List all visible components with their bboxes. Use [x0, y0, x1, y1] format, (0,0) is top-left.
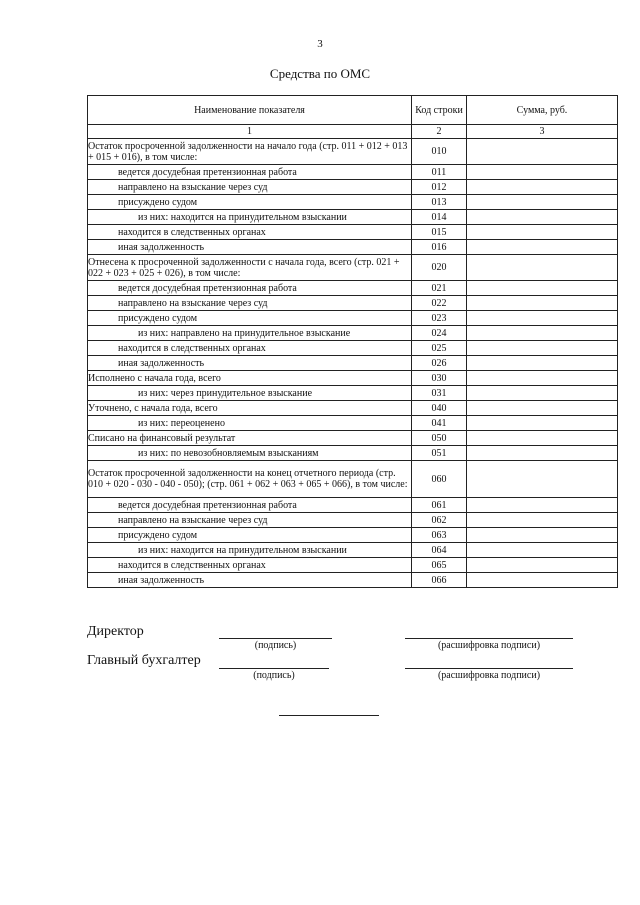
director-decoding-line: [405, 638, 573, 639]
row-sum-cell[interactable]: [467, 371, 618, 386]
row-sum-cell[interactable]: [467, 431, 618, 446]
row-sum-cell[interactable]: [467, 401, 618, 416]
footer-separator-line: [279, 715, 379, 716]
row-code: 014: [412, 210, 467, 225]
table-row: [88, 543, 618, 558]
row-code: 063: [412, 528, 467, 543]
numbering-name: 1: [88, 125, 412, 139]
accountant-signature-line: [219, 668, 329, 669]
row-indicator-name: направлено на взыскание через суд: [88, 296, 412, 311]
chief-accountant-label: Главный бухгалтер: [87, 653, 201, 668]
table-row: [88, 431, 618, 446]
row-indicator-name: иная задолженность: [88, 356, 412, 371]
row-code: 010: [412, 139, 467, 165]
row-sum-cell[interactable]: [467, 446, 618, 461]
row-sum-cell[interactable]: [467, 255, 618, 281]
row-sum-cell[interactable]: [467, 498, 618, 513]
row-indicator-name: из них: по невозобновляемым взысканиям: [88, 446, 412, 461]
table-row: [88, 180, 618, 195]
table-row: [88, 513, 618, 528]
row-code: 021: [412, 281, 467, 296]
row-code: 013: [412, 195, 467, 210]
row-code: 041: [412, 416, 467, 431]
row-sum-cell[interactable]: [467, 180, 618, 195]
table-row: [88, 498, 618, 513]
table-row: [88, 210, 618, 225]
table-numbering-row: [88, 125, 618, 139]
row-indicator-name: иная задолженность: [88, 240, 412, 255]
row-sum-cell[interactable]: [467, 281, 618, 296]
director-signature-line: [219, 638, 332, 639]
row-code: 020: [412, 255, 467, 281]
row-indicator-name: ведется досудебная претензионная работа: [88, 165, 412, 180]
row-code: 015: [412, 225, 467, 240]
table-row: [88, 371, 618, 386]
page-number: 3: [317, 38, 323, 50]
table-row: [88, 281, 618, 296]
row-sum-cell[interactable]: [467, 195, 618, 210]
table-row: [88, 416, 618, 431]
row-indicator-name: из них: находится на принудительном взыскании: [88, 210, 412, 225]
row-sum-cell[interactable]: [467, 461, 618, 498]
table-row: [88, 573, 618, 588]
accountant-signature-caption: (подпись): [253, 670, 295, 681]
row-sum-cell[interactable]: [467, 240, 618, 255]
row-indicator-name: Остаток просроченной задолженности на конец отчетного периода (стр. 010 + 020 - 030 - 040 - 050); (стр. 061 + 062 + 063 + 065 + 066), в том числе:: [88, 461, 412, 498]
row-sum-cell[interactable]: [467, 311, 618, 326]
table-row: [88, 528, 618, 543]
table-row: [88, 195, 618, 210]
row-code: 040: [412, 401, 467, 416]
row-sum-cell[interactable]: [467, 139, 618, 165]
row-sum-cell[interactable]: [467, 558, 618, 573]
row-indicator-name: направлено на взыскание через суд: [88, 513, 412, 528]
row-code: 050: [412, 431, 467, 446]
row-indicator-name: направлено на взыскание через суд: [88, 180, 412, 195]
table-row: [88, 356, 618, 371]
table-row: [88, 558, 618, 573]
row-indicator-name: ведется досудебная претензионная работа: [88, 281, 412, 296]
numbering-sum: 3: [467, 125, 618, 139]
row-indicator-name: Отнесена к просроченной задолженности с начала года, всего (стр. 021 + 022 + 023 + 025 + 026), в том числе:: [88, 255, 412, 281]
row-indicator-name: Списано на финансовый результат: [88, 431, 412, 446]
row-code: 023: [412, 311, 467, 326]
page-title: Средства по ОМС: [269, 66, 371, 81]
table-row: [88, 311, 618, 326]
report-table: [87, 95, 618, 588]
row-indicator-name: из них: находится на принудительном взыскании: [88, 543, 412, 558]
row-sum-cell[interactable]: [467, 356, 618, 371]
director-decoding-caption: (расшифровка подписи): [437, 640, 541, 651]
row-code: 051: [412, 446, 467, 461]
header-sum: Сумма, руб.: [467, 96, 618, 125]
row-indicator-name: из них: переоценено: [88, 416, 412, 431]
row-code: 022: [412, 296, 467, 311]
table-row: [88, 165, 618, 180]
accountant-decoding-line: [405, 668, 573, 669]
row-sum-cell[interactable]: [467, 210, 618, 225]
row-sum-cell[interactable]: [467, 573, 618, 588]
row-sum-cell[interactable]: [467, 416, 618, 431]
row-indicator-name: ведется досудебная претензионная работа: [88, 498, 412, 513]
row-sum-cell[interactable]: [467, 165, 618, 180]
table-row: [88, 446, 618, 461]
row-indicator-name: присуждено судом: [88, 311, 412, 326]
row-code: 066: [412, 573, 467, 588]
row-code: 062: [412, 513, 467, 528]
row-sum-cell[interactable]: [467, 296, 618, 311]
row-indicator-name: из них: направлено на принудительное взыскание: [88, 326, 412, 341]
row-code: 016: [412, 240, 467, 255]
row-code: 060: [412, 461, 467, 498]
row-indicator-name: Исполнено с начала года, всего: [88, 371, 412, 386]
row-sum-cell[interactable]: [467, 543, 618, 558]
numbering-code: 2: [412, 125, 467, 139]
row-code: 061: [412, 498, 467, 513]
row-indicator-name: иная задолженность: [88, 573, 412, 588]
table-header-row: [88, 96, 618, 125]
row-code: 025: [412, 341, 467, 356]
row-indicator-name: из них: через принудительное взыскание: [88, 386, 412, 401]
row-sum-cell[interactable]: [467, 513, 618, 528]
table-row: [88, 255, 618, 281]
row-sum-cell[interactable]: [467, 225, 618, 240]
table-row: [88, 401, 618, 416]
row-indicator-name: Остаток просроченной задолженности на начало года (стр. 011 + 012 + 013 + 015 + 016), в том числе:: [88, 139, 412, 165]
row-code: 064: [412, 543, 467, 558]
table-row: [88, 240, 618, 255]
row-sum-cell[interactable]: [467, 386, 618, 401]
accountant-decoding-caption: (расшифровка подписи): [437, 670, 541, 681]
row-sum-cell[interactable]: [467, 528, 618, 543]
row-code: 024: [412, 326, 467, 341]
row-code: 031: [412, 386, 467, 401]
row-sum-cell[interactable]: [467, 326, 618, 341]
row-indicator-name: присуждено судом: [88, 528, 412, 543]
table-row: [88, 326, 618, 341]
row-indicator-name: находится в следственных органах: [88, 341, 412, 356]
director-signature-caption: (подпись): [254, 640, 297, 651]
table-row: [88, 386, 618, 401]
table-row: [88, 225, 618, 240]
row-indicator-name: находится в следственных органах: [88, 558, 412, 573]
row-indicator-name: присуждено судом: [88, 195, 412, 210]
table-row: [88, 341, 618, 356]
header-name: Наименование показателя: [88, 96, 412, 125]
table-row: [88, 461, 618, 498]
table-row: [88, 296, 618, 311]
director-label: Директор: [87, 624, 144, 639]
row-code: 026: [412, 356, 467, 371]
row-code: 011: [412, 165, 467, 180]
row-code: 012: [412, 180, 467, 195]
row-indicator-name: находится в следственных органах: [88, 225, 412, 240]
row-code: 030: [412, 371, 467, 386]
row-indicator-name: Уточнено, с начала года, всего: [88, 401, 412, 416]
row-code: 065: [412, 558, 467, 573]
table-row: [88, 139, 618, 165]
row-sum-cell[interactable]: [467, 341, 618, 356]
header-code: Код строки: [412, 96, 467, 125]
